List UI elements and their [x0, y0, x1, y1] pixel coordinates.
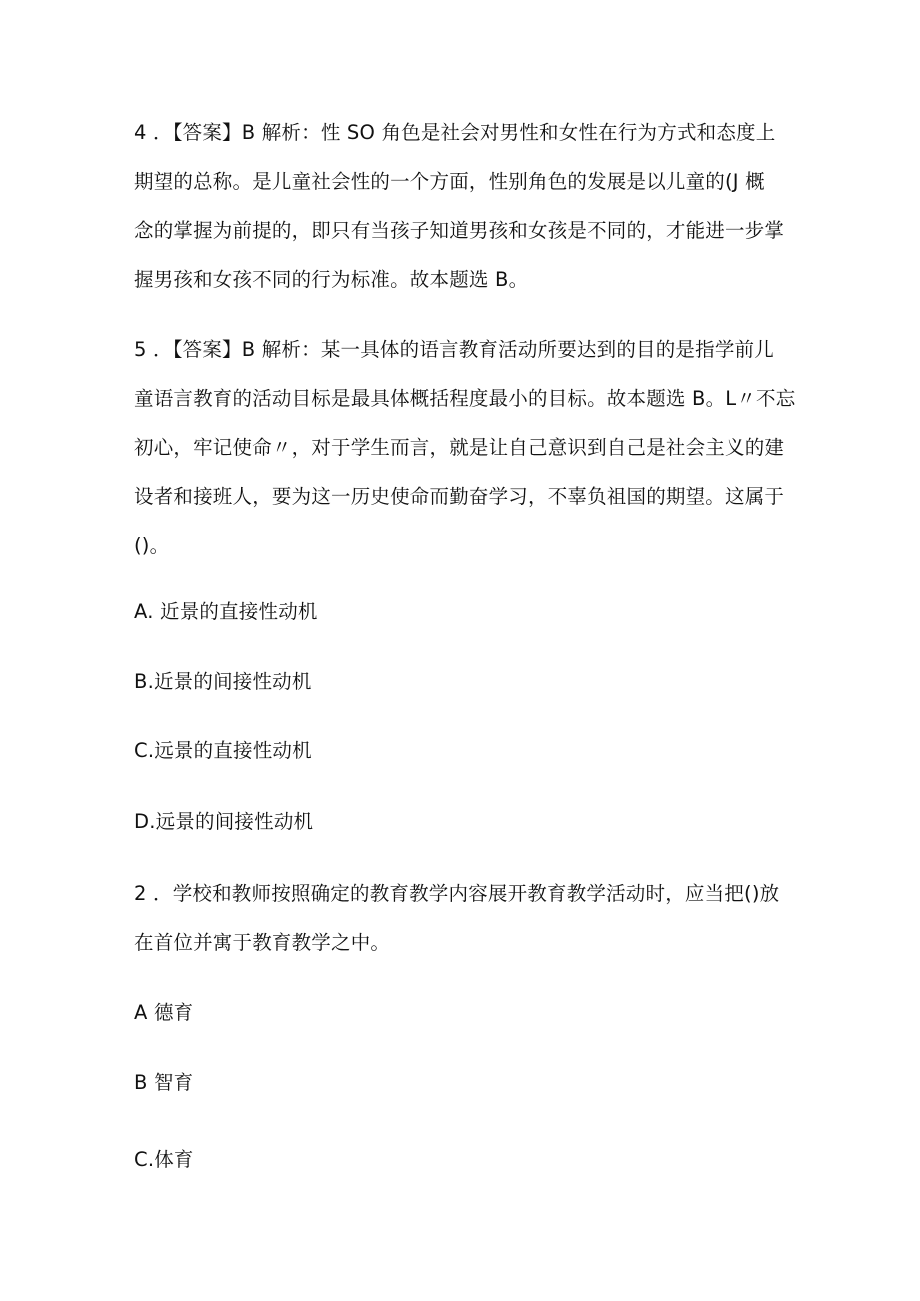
q5-answer-line: 初心，牢记使命〃，对于学生而言，就是让自己意识到自己是社会主义的建: [134, 436, 785, 459]
q2-question-line: 2 ．学校和教师按照确定的教育教学内容展开教育教学活动时，应当把()放: [134, 882, 780, 905]
q5-answer-line: 童语言教育的活动目标是最具体概括程度最小的目标。故本题选 B。L〃不忘: [134, 387, 796, 410]
q2-question-line: 在首位并寓于教育教学之中。: [134, 931, 391, 954]
q4-answer-line: 期望的总称。是儿童社会性的一个方面，性别角色的发展是以儿童的(J 概: [134, 170, 765, 193]
q4-answer-line: 念的掌握为前提的，即只有当孩子知道男孩和女孩是不同的，才能进一步掌: [134, 219, 785, 242]
q4-answer-paragraph: [134, 108, 794, 304]
option-b: B.近景的间接性动机: [134, 670, 312, 693]
option-d: D.远景的间接性动机: [134, 810, 314, 833]
q5-answer-line: 设者和接班人，要为这一历史使命而勤奋学习，不辜负祖国的期望。这属于: [134, 485, 785, 508]
q2-option-c: C.体育: [134, 1148, 194, 1171]
q2-option-a: A 德育: [134, 1001, 194, 1024]
q2-option-b: B 智育: [134, 1071, 194, 1094]
option-c: C.远景的直接性动机: [134, 739, 312, 762]
q4-answer-line: 握男孩和女孩不同的行为标准。故本题选 B。: [134, 268, 529, 291]
q5-answer-paragraph: [134, 325, 794, 570]
option-a: A. 近景的直接性动机: [134, 600, 318, 623]
q4-answer-line: 4 ．【答案】B 解析：性 SO 角色是社会对男性和女性在行为方式和态度上: [134, 121, 776, 144]
q5-answer-line: 5 ．【答案】B 解析：某一具体的语言教育活动所要达到的目的是指学前儿: [134, 338, 774, 361]
q5-answer-line: ()。: [134, 534, 170, 557]
q2-question-paragraph: [134, 869, 794, 967]
